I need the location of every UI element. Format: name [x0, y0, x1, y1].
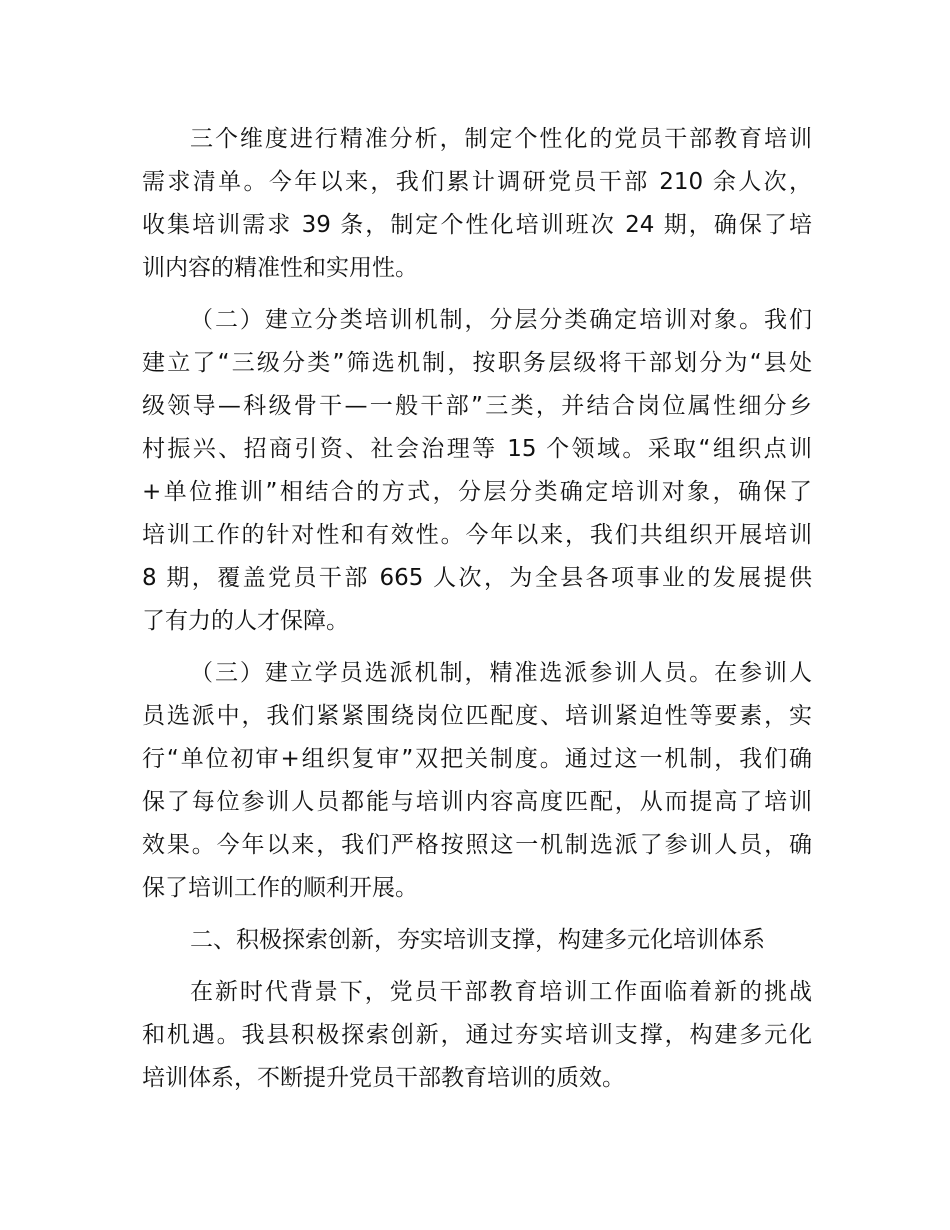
text-line: 了有力的人才保障。 [142, 608, 349, 634]
text-line: 员选派中，我们紧紧围绕岗位匹配度、培训紧迫性等要素，实 [142, 703, 812, 729]
text-line: 保了每位参训人员都能与培训内容高度匹配，从而提高了培训 [142, 789, 812, 815]
text-line: （三）建立学员选派机制，精准选派参训人员。在参训人 [190, 660, 812, 686]
paragraph-demand-analysis [142, 118, 812, 290]
text-line: 在新时代背景下，党员干部教育培训工作面临着新的挑战 [190, 979, 812, 1005]
text-line: 和机遇。我县积极探索创新，通过夯实培训支撑，构建多元化 [142, 1022, 812, 1048]
text-line: 三个维度进行精准分析，制定个性化的党员干部教育培训 [190, 126, 812, 152]
text-line: 培训体系，不断提升党员干部教育培训的质效。 [142, 1065, 625, 1091]
text-line: 村振兴、招商引资、社会治理等 15 个领域。采取“组织点训 [142, 436, 812, 462]
text-line: 8 期，覆盖党员干部 665 人次，为全县各项事业的发展提供 [142, 565, 812, 591]
text-line: 保了培训工作的顺利开展。 [142, 875, 418, 901]
section-heading [142, 919, 812, 962]
text-line: 需求清单。今年以来，我们累计调研党员干部 210 余人次， [142, 169, 812, 195]
paragraph-innovation-intro [142, 971, 812, 1100]
heading-line: 二、积极探索创新，夯实培训支撑，构建多元化培训体系 [190, 927, 765, 953]
text-line: 行“单位初审+组织复审”双把关制度。通过这一机制，我们确 [142, 746, 812, 772]
text-line: +单位推训”相结合的方式，分层分类确定培训对象，确保了 [142, 479, 812, 505]
text-line: 建立了“三级分类”筛选机制，按职务层级将干部划分为“县处 [142, 350, 812, 376]
text-line: （二）建立分类培训机制，分层分类确定培训对象。我们 [190, 307, 812, 333]
paragraph-selection-mechanism [142, 652, 812, 910]
document-body [142, 118, 812, 1100]
paragraph-classification-mechanism [142, 299, 812, 643]
text-line: 训内容的精准性和实用性。 [142, 255, 418, 281]
text-line: 收集培训需求 39 条，制定个性化培训班次 24 期，确保了培 [142, 212, 812, 238]
text-line: 级领导—科级骨干—一般干部”三类，并结合岗位属性细分乡 [142, 393, 812, 419]
text-line: 效果。今年以来，我们严格按照这一机制选派了参训人员，确 [142, 832, 812, 858]
text-line: 培训工作的针对性和有效性。今年以来，我们共组织开展培训 [142, 522, 812, 548]
